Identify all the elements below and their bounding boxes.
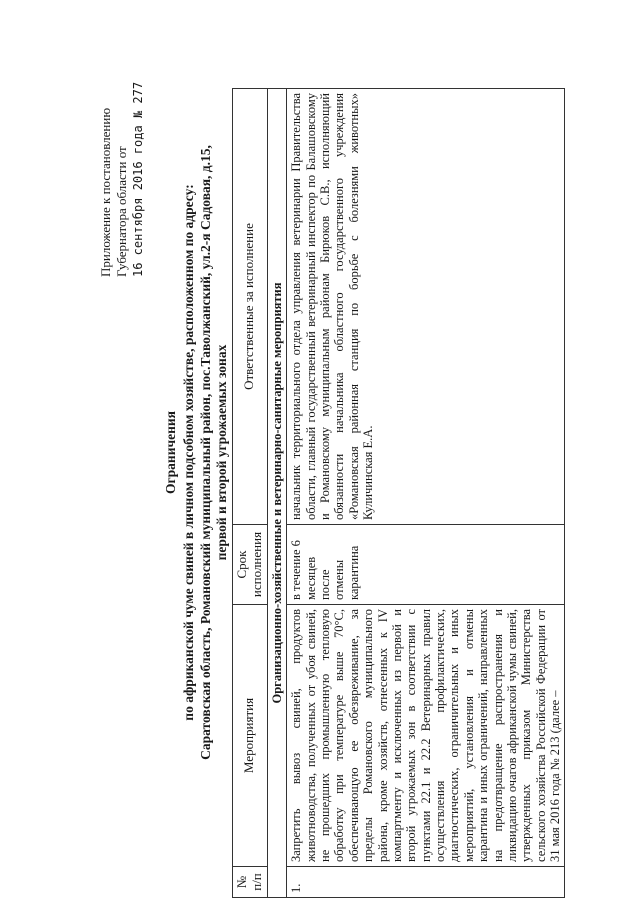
title-heading: Ограничения <box>163 411 178 494</box>
title-line-3: первой и второй угрожаемых зонах <box>214 344 230 561</box>
row-number: 1. <box>287 867 565 898</box>
section-row <box>267 89 286 898</box>
title-line-2: Саратовская область, Романовский муниципальный район, пос.Таволжанский, ул.2-я Садовая, д.15, <box>197 145 213 760</box>
row-responsible: начальник территориального отдела управления ветеринарии Правительства области, главный государственный ветеринарный инспектор по Балашовскому и Романовскому муниципальным районам Бирюков С.В., исполняющий обязанности начальника областного государственного учреждения «Романовская районная станция по борьбе с болезнями животных» Куличинская Е.А. <box>287 89 565 525</box>
appendix-date-stamp: 16 сентября 2016 года № 277 <box>130 81 145 277</box>
header-number: № п/п <box>233 867 268 898</box>
header-responsible: Ответственные за исполнение <box>233 89 268 525</box>
document-title <box>163 0 231 905</box>
measures-table <box>232 88 565 898</box>
section-title: Организационно-хозяйственные и ветеринарно-санитарные мероприятия <box>267 89 286 898</box>
appendix-note <box>98 47 146 277</box>
row-measure: Запретить вывоз свиней, продуктов животноводства, полученных от убоя свиней, не прошедших промышленную тепловую обработку при температуре выше 70°С, обеспечивающую ее обезвреживание, за пределы Романовского муниципального района, кроме хозяйств, отнесенных к IV компартменту и исключенных из первой и второй угрожаемых зон в соответствии с пунктами 22.1 и 22.2 Ветеринарных правил осуществления профилактических, диагностических, ограничительных и иных мероприятий, установления и отмены карантина и иных ограничений, направленных на предотвращение распространения и ликвидацию очагов африканской чумы свиней, утвержденных приказом Министерства сельского хозяйства Российской Федерации от 31 мая 2016 года № 213 (далее – <box>287 605 565 867</box>
appendix-line-2: Губернатора области от <box>114 146 130 277</box>
header-term: Срок исполнения <box>233 525 268 605</box>
table-header-row <box>233 89 268 898</box>
title-line-1: по африканской чуме свиней в личном подсобном хозяйстве, расположенном по адресу: <box>181 184 197 721</box>
table-row <box>287 89 565 898</box>
appendix-line-1: Приложение к постановлению <box>98 107 113 277</box>
header-measures: Мероприятия <box>233 605 268 867</box>
row-term: в течение 6 месяцев после отмены карантина <box>287 525 565 605</box>
